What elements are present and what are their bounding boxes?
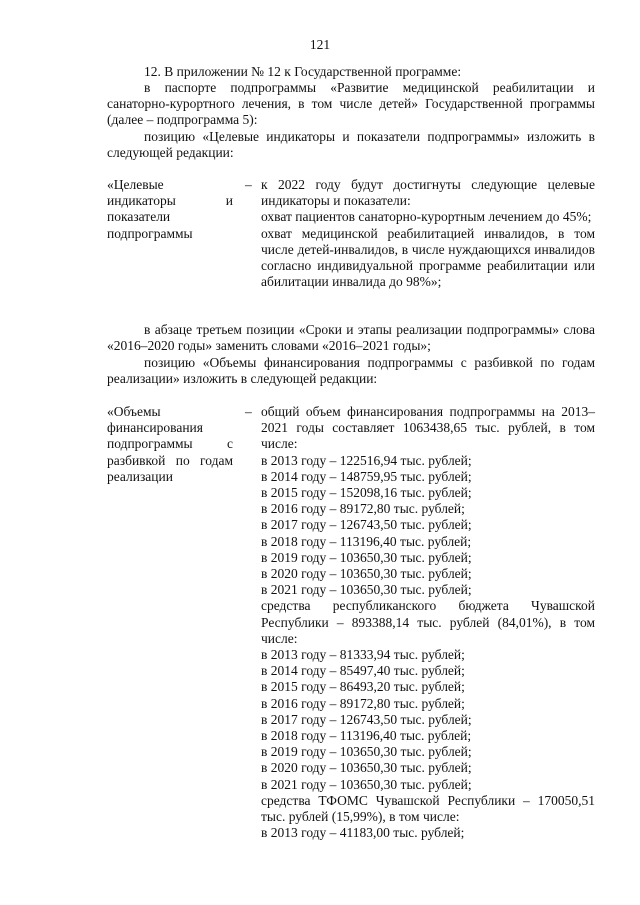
- funding-year-line: в 2014 году – 85497,40 тыс. рублей;: [261, 663, 465, 679]
- funding-year-line: в 2018 году – 113196,40 тыс. рублей;: [261, 728, 472, 744]
- funding-year-line: в 2013 году – 81333,94 тыс. рублей;: [261, 647, 465, 663]
- funding-label: «Объемы финансирования подпрограммы с разбивкой по годам реализации: [107, 404, 233, 484]
- funding-total-line: общий объем финансирования подпрограммы на 2013–2021 годы составляет 1063438,65 тыс. рублей, в том числе:: [261, 404, 595, 452]
- terms-paragraph: в абзаце третьем позиции «Сроки и этапы реализации подпрограммы» слова «2016–2020 годы» заменить словами «2016–2021 годы»;: [107, 322, 595, 354]
- item-12-heading: 12. В приложении № 12 к Государственной программе:: [144, 64, 462, 79]
- indicators-dash: –: [245, 177, 252, 192]
- funding-year-line: в 2015 году – 86493,20 тыс. рублей;: [261, 679, 465, 695]
- funding-year-line: в 2014 году – 148759,95 тыс. рублей;: [261, 468, 472, 484]
- funding-year-line: в 2018 году – 113196,40 тыс. рублей;: [261, 533, 472, 549]
- funding-year-line: в 2017 году – 126743,50 тыс. рублей;: [261, 517, 472, 533]
- funding-year-line: в 2020 году – 103650,30 тыс. рублей;: [261, 760, 472, 776]
- funding-position-paragraph: позицию «Объемы финансирования подпрограммы с разбивкой по годам реализации» изложить в следующей редакции:: [107, 355, 595, 387]
- passport-paragraph: в паспорте подпрограммы «Развитие медицинской реабилитации и санаторно-курортного лечения, в том числе детей» Государственной программы (далее – подпрограмма 5):: [107, 80, 595, 128]
- indicators-line: охват пациентов санаторно-курортным лечением до 45%;: [261, 209, 592, 225]
- funding-year-line: в 2021 году – 103650,30 тыс. рублей;: [261, 776, 472, 792]
- funding-year-line: в 2019 году – 103650,30 тыс. рублей;: [261, 744, 472, 760]
- funding-dash: –: [245, 404, 252, 419]
- funding-year-line: в 2015 году – 152098,16 тыс. рублей;: [261, 485, 472, 501]
- funding-year-line: в 2013 году – 122516,94 тыс. рублей;: [261, 452, 472, 468]
- republic-budget-line: средства республиканского бюджета Чувашской Республики – 893388,14 тыс. рублей (84,01%), в том числе:: [261, 598, 595, 646]
- funding-year-line: в 2020 году – 103650,30 тыс. рублей;: [261, 566, 472, 582]
- indicators-content: [261, 177, 595, 290]
- indicators-line: к 2022 году будут достигнуты следующие целевые индикаторы и показатели:: [261, 177, 595, 209]
- funding-year-line: в 2017 году – 126743,50 тыс. рублей;: [261, 711, 472, 727]
- funding-block: [107, 404, 595, 844]
- indicators-line: охват медицинской реабилитацией инвалидов, в том числе детей-инвалидов, в числе нуждающихся инвалидов согласно индивидуальной программе реабилитации или абилитации инвалида до 98%»;: [261, 225, 595, 290]
- page-number: 121: [309, 37, 331, 52]
- funding-year-line: в 2019 году – 103650,30 тыс. рублей;: [261, 549, 472, 565]
- indicators-label: «Целевые индикаторы и показатели подпрограммы: [107, 177, 233, 241]
- funding-year-line: в 2016 году – 89172,80 тыс. рублей;: [261, 501, 465, 517]
- indicators-block: [107, 177, 595, 307]
- funding-content: [261, 404, 595, 841]
- indicators-position-paragraph: позицию «Целевые индикаторы и показатели подпрограммы» изложить в следующей редакции:: [107, 129, 595, 161]
- funding-year-line: в 2016 году – 89172,80 тыс. рублей;: [261, 695, 465, 711]
- funding-year-line: в 2013 году – 41183,00 тыс. рублей;: [261, 825, 465, 841]
- funding-year-line: в 2021 году – 103650,30 тыс. рублей;: [261, 582, 472, 598]
- tfoms-line: средства ТФОМС Чувашской Республики – 170050,51 тыс. рублей (15,99%), в том числе:: [261, 792, 595, 825]
